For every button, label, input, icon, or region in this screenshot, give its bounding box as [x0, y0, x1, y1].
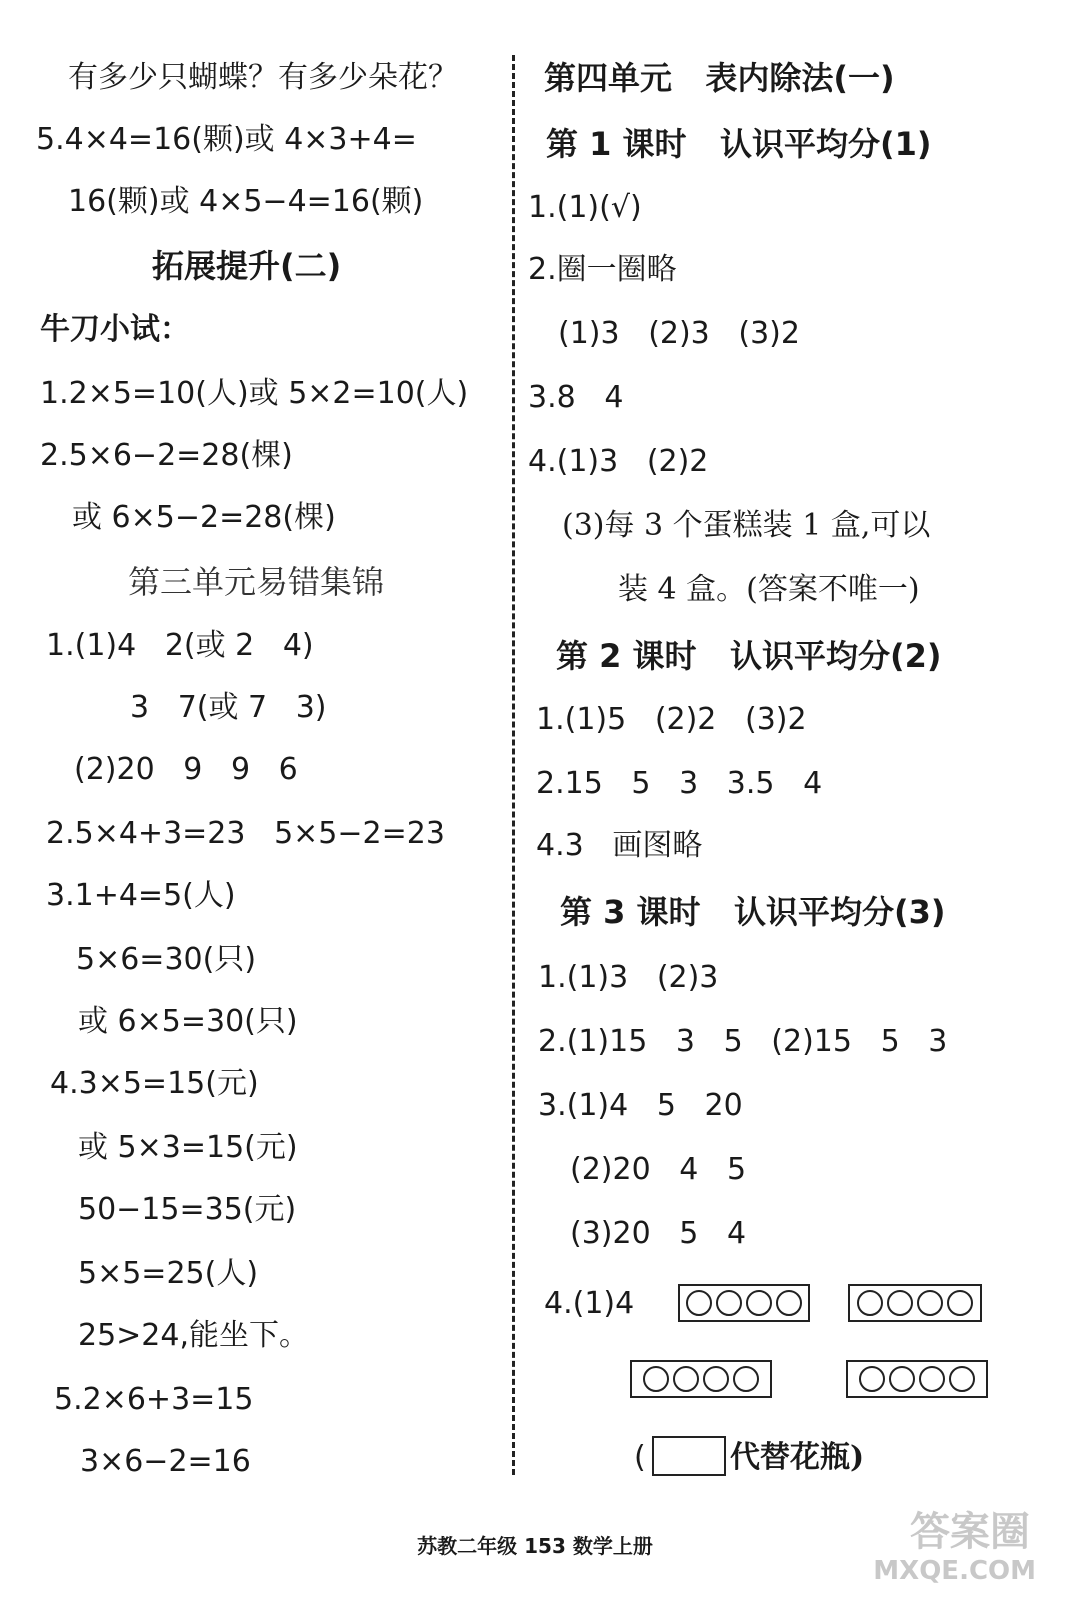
left-line-10: 3 7(或 7 3): [130, 690, 327, 725]
vase-tray-3: [630, 1360, 772, 1398]
flower-circle: [703, 1366, 729, 1392]
right-line-4: (1)3 (2)3 (3)2: [558, 316, 800, 351]
flower-circle: [917, 1290, 943, 1316]
left-line-7: 或 6×5−2=28(棵): [72, 500, 336, 535]
right-line-15: 2.(1)15 3 5 (2)15 5 3: [538, 1024, 948, 1059]
right-line-12: 4.3 画图略: [536, 828, 703, 863]
left-line-11: (2)20 9 9 6: [74, 752, 298, 787]
flower-circle: [887, 1290, 913, 1316]
left-line-6: 2.5×6−2=28(棵): [40, 438, 293, 473]
vase-legend-box: [652, 1436, 726, 1476]
flower-circle: [859, 1366, 885, 1392]
page-footer: 苏教二年级 153 数学上册: [417, 1534, 653, 1558]
left-line-20: 25>24,能坐下。: [78, 1318, 310, 1353]
right-line-1: 第 1 课时 认识平均分(1): [546, 125, 932, 163]
right-line-10: 1.(1)5 (2)2 (3)2: [536, 702, 807, 737]
right-line-7: (3)每 3 个蛋糕装 1 盒,可以: [562, 508, 931, 543]
left-line-22: 3×6−2=16: [80, 1444, 251, 1479]
vase-tray-1: [678, 1284, 810, 1322]
right-line-11: 2.15 5 3 3.5 4: [536, 766, 823, 801]
right-line-9: 第 2 课时 认识平均分(2): [556, 637, 942, 675]
flower-circle: [686, 1290, 712, 1316]
left-line-2: 16(颗)或 4×5−4=16(颗): [68, 184, 424, 219]
left-line-15: 或 6×5=30(只): [78, 1004, 298, 1039]
flower-circle: [949, 1366, 975, 1392]
left-line-13: 3.1+4=5(人): [46, 878, 236, 913]
vase-tray-4: [846, 1360, 988, 1398]
flower-circle: [857, 1290, 883, 1316]
left-line-19: 5×5=25(人): [78, 1256, 259, 1291]
right-line-3: 2.圈一圈略: [528, 252, 677, 287]
right-line-5: 3.8 4: [528, 380, 624, 415]
flower-circle: [889, 1366, 915, 1392]
left-line-5: 1.2×5=10(人)或 5×2=10(人): [40, 376, 469, 411]
column-divider: [512, 55, 515, 1475]
right-line-0: 第四单元 表内除法(一): [544, 59, 895, 97]
right-line-8: 装 4 盒。(答案不唯一): [618, 572, 920, 607]
right-line-13: 第 3 课时 认识平均分(3): [560, 893, 946, 931]
right-line-19: 4.(1)4: [544, 1286, 635, 1321]
watermark-logo: 答案圈: [910, 1509, 1030, 1555]
left-line-16: 4.3×5=15(元): [50, 1066, 259, 1101]
flower-circle: [746, 1290, 772, 1316]
right-line-20: (: [634, 1440, 646, 1475]
right-line-17: (2)20 4 5: [570, 1152, 747, 1187]
flower-circle: [733, 1366, 759, 1392]
left-line-1: 5.4×4=16(颗)或 4×3+4=: [36, 122, 417, 157]
flower-circle: [643, 1366, 669, 1392]
flower-circle: [673, 1366, 699, 1392]
left-line-12: 2.5×4+3=23 5×5−2=23: [46, 816, 445, 851]
right-line-18: (3)20 5 4: [570, 1216, 747, 1251]
right-line-6: 4.(1)3 (2)2: [528, 444, 709, 479]
left-line-9: 1.(1)4 2(或 2 4): [46, 628, 314, 663]
right-line-14: 1.(1)3 (2)3: [538, 960, 719, 995]
left-line-14: 5×6=30(只): [76, 942, 257, 977]
left-line-21: 5.2×6+3=15: [54, 1382, 254, 1417]
left-line-17: 或 5×3=15(元): [78, 1130, 298, 1165]
right-line-16: 3.(1)4 5 20: [538, 1088, 743, 1123]
vase-tray-2: [848, 1284, 982, 1322]
right-line-21: 代替花瓶): [730, 1440, 865, 1475]
watermark-url: MXQE.COM: [873, 1556, 1036, 1586]
left-line-3: 拓展提升(二): [152, 247, 342, 285]
flower-circle: [919, 1366, 945, 1392]
flower-circle: [716, 1290, 742, 1316]
left-line-4: 牛刀小试：: [40, 312, 190, 347]
right-line-2: 1.(1)(√): [528, 190, 642, 225]
flower-circle: [947, 1290, 973, 1316]
left-line-0: 有多少只蝴蝶？有多少朵花？: [68, 60, 458, 95]
left-line-18: 50−15=35(元): [78, 1192, 297, 1227]
flower-circle: [776, 1290, 802, 1316]
left-line-8: 第三单元易错集锦: [128, 563, 385, 601]
